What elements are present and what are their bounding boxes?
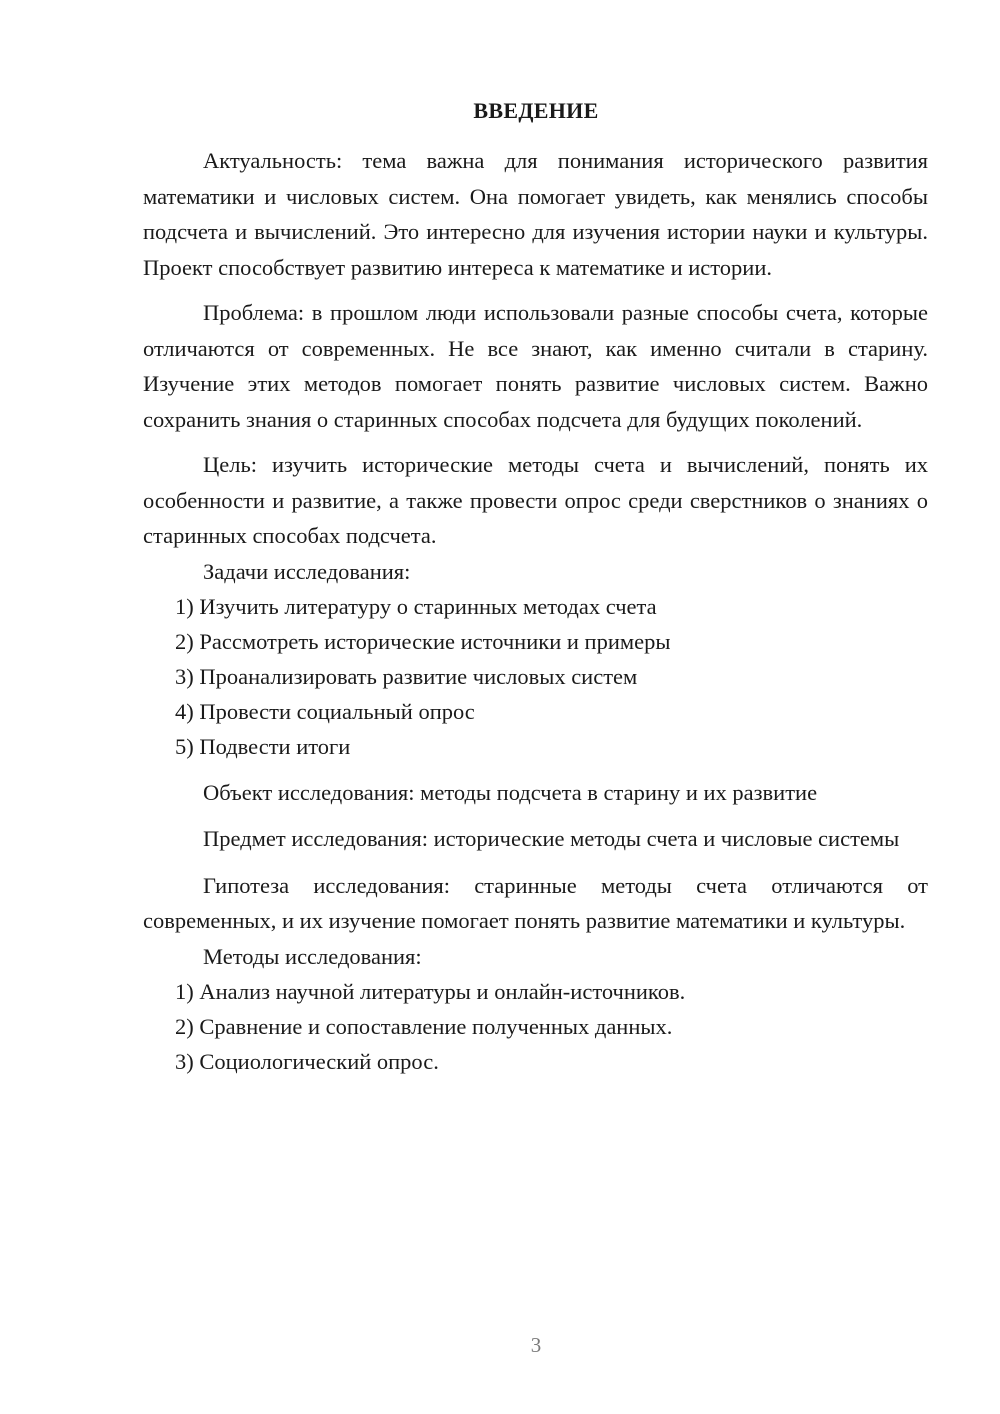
task-item: 3) Проанализировать развитие числовых систем [175, 663, 638, 689]
methods-list [143, 974, 928, 1079]
task-item: 5) Подвести итоги [175, 733, 351, 759]
subject-paragraph: Предмет исследования: исторические методы счета и числовые системы [203, 826, 900, 851]
task-item: 4) Провести социальный опрос [175, 698, 475, 724]
object-paragraph: Объект исследования: методы подсчета в старину и их развитие [203, 779, 818, 805]
method-item: 2) Сравнение и сопоставление полученных данных. [175, 1013, 673, 1039]
method-item: 3) Социологический опрос. [175, 1048, 439, 1074]
tasks-list [143, 589, 928, 764]
task-item: 2) Рассмотреть исторические источники и примеры [175, 628, 671, 654]
hypothesis-paragraph: Гипотеза исследования: старинные методы счета отличаются от современных, и их изучение помогает понять развитие математики и культуры. [143, 872, 928, 933]
document-body [143, 143, 928, 1079]
method-item: 1) Анализ научной литературы и онлайн-источников. [175, 978, 686, 1004]
task-item: 1) Изучить литературу о старинных методах счета [175, 593, 657, 619]
goal-paragraph: Цель: изучить исторические методы счета и вычислений, понять их особенности и развитие, а также провести опрос среди сверстников о знаниях о старинных способах подсчета. [143, 452, 928, 548]
methods-title: Методы исследования: [203, 943, 422, 969]
problem-paragraph: Проблема: в прошлом люди использовали разные способы счета, которые отличаются от современных. Не все знают, как именно считали в старину. Изучение этих методов помогает понять развитие числовых систем. Важно сохранить знания о старинных способах подсчета для будущих поколений. [143, 300, 928, 432]
page-number: 3 [530, 1333, 542, 1357]
tasks-title: Задачи исследования: [203, 558, 411, 584]
page-title: ВВЕДЕНИЕ [473, 98, 599, 123]
relevance-paragraph: Актуальность: тема важна для понимания исторического развития математики и числовых систем. Она помогает увидеть, как менялись способы подсчета и вычислений. Это интересно для изучения истории науки и культуры. Проект способствует развитию интереса к математике и истории. [143, 148, 928, 280]
